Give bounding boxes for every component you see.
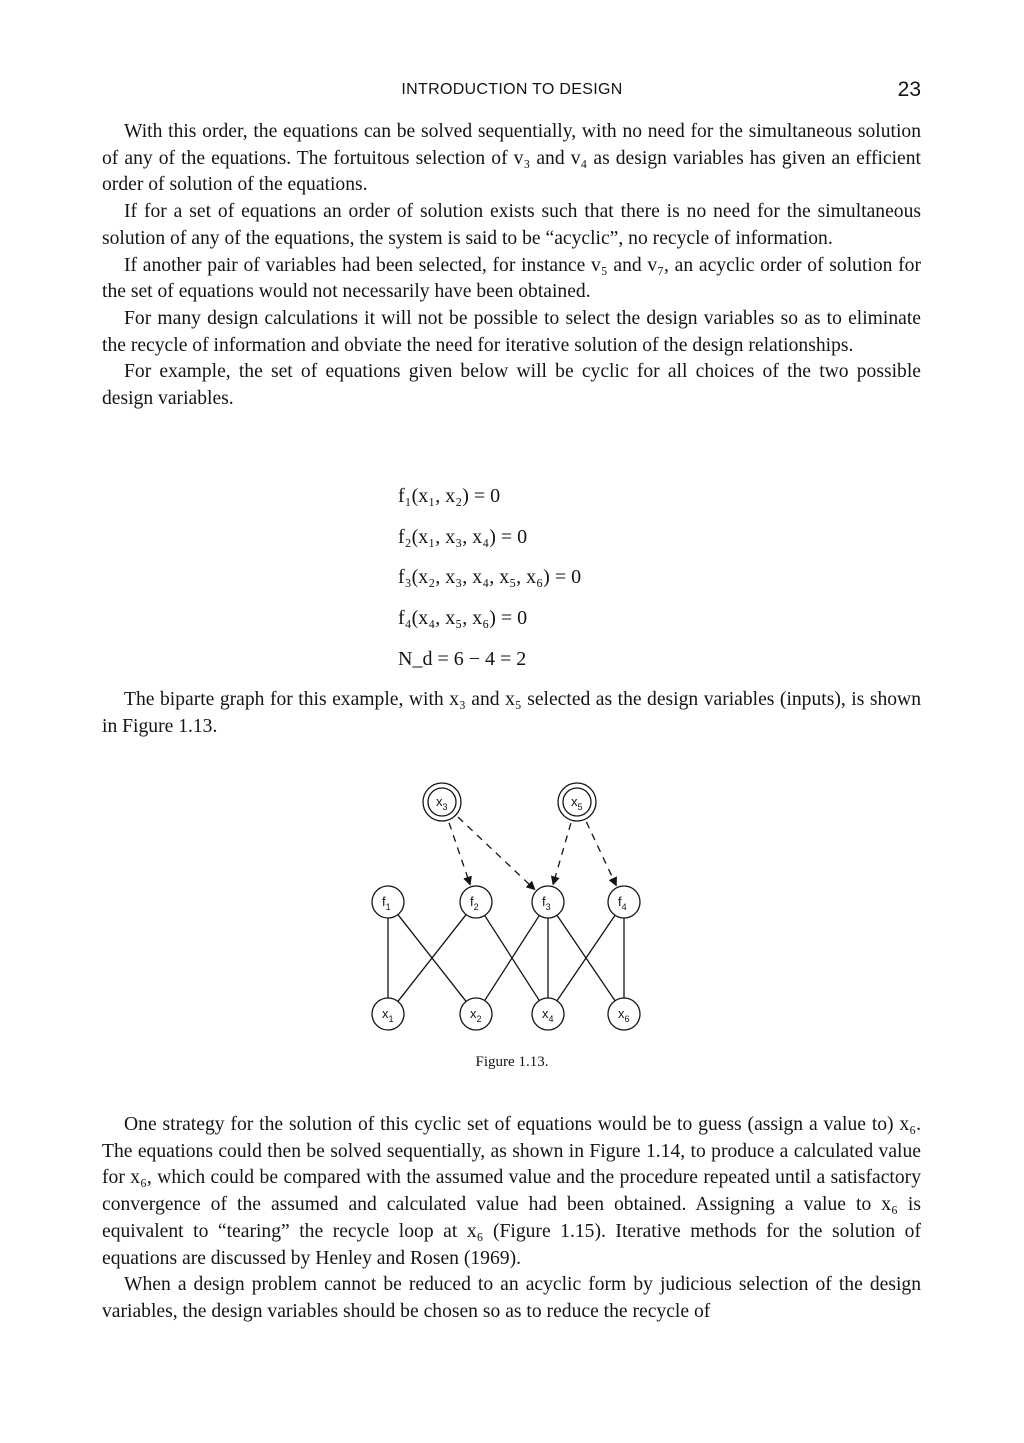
paragraph: If another pair of variables had been selected, for instance v₅ and v₇, an acyclic order of solution for the set of equations would not necessarily have been obtained. <box>102 254 921 303</box>
node-label: $x_3$ <box>436 794 448 812</box>
design-edge-x5-f3 <box>553 823 571 884</box>
equation-block <box>398 483 581 686</box>
design-edge-x3-f2 <box>449 823 470 884</box>
paragraph: With this order, the equations can be solved sequentially, with no need for the simultaneous solution of any of the equations. The fortuitous selection of v₃ and v₄ as design variables has given an efficient order of solution of the equations. <box>102 121 921 196</box>
graph-node-f2 <box>460 886 492 918</box>
running-title: INTRODUCTION TO DESIGN <box>401 81 623 98</box>
equation: f₁(x₁, x₂) = 0 <box>398 485 501 507</box>
paragraph: For many design calculations it will not be possible to select the design variables so as to eliminate the recycle of information and obviate the need for iterative solution of the design relationships. <box>102 307 921 356</box>
node-label: $x_4$ <box>542 1006 554 1024</box>
paragraph: One strategy for the solution of this cyclic set of equations would be to guess (assign a value to) x₆. The equations could then be solved sequentially, as shown in Figure 1.14, to produce a calculated value for x₆, which could be compared with the assumed value and the procedure repeated until a satisfactory convergence of the assumed and calculated value had been obtained. Assigning a value to x₆ is equivalent to “tearing” the recycle loop at x₆ (Figure 1.15). Iterative methods for the solution of equations are discussed by Henley and Rosen (1969). <box>102 1114 921 1269</box>
bipartite-graph-figure <box>360 777 660 1047</box>
node-label: $f_3$ <box>542 894 551 912</box>
equation: N_d = 6 − 4 = 2 <box>398 647 527 670</box>
graph-node-x4 <box>532 998 564 1030</box>
equation: f₃(x₂, x₃, x₄, x₅, x₆) = 0 <box>398 566 582 589</box>
graph-node-f3 <box>532 886 564 918</box>
paragraph: For example, the set of equations given below will be cyclic for all choices of the two possible design variables. <box>102 361 921 410</box>
node-label: $f_1$ <box>382 894 391 912</box>
node-label: $x_6$ <box>618 1006 630 1024</box>
body-text-top <box>102 119 921 413</box>
graph-node-f4 <box>608 886 640 918</box>
design-edge-x5-f4 <box>586 822 616 885</box>
graph-node-f1 <box>372 886 404 918</box>
paragraph: If for a set of equations an order of solution exists such that there is no need for the simultaneous solution of any of the equations, the system is said to be “acyclic”, no recycle of information. <box>102 201 921 249</box>
node-label: $x_1$ <box>382 1006 394 1024</box>
node-label: $x_5$ <box>571 794 583 812</box>
equation: f₂(x₁, x₃, x₄) = 0 <box>398 525 528 548</box>
graph-node-x1 <box>372 998 404 1030</box>
paragraph: The biparte graph for this example, with x₃ and x₅ selected as the design variables (inputs), is shown in Figure 1.13. <box>102 689 921 737</box>
node-label: $x_2$ <box>470 1006 482 1024</box>
graph-node-x6 <box>608 998 640 1030</box>
graph-node-x2 <box>460 998 492 1030</box>
node-label: $f_2$ <box>470 894 479 912</box>
running-head <box>0 78 1024 104</box>
body-text-bottom <box>102 1112 921 1326</box>
body-text-mid <box>102 687 921 740</box>
bipartite-graph <box>360 777 660 1047</box>
design-edge-x3-f3 <box>458 817 534 889</box>
node-label: $f_4$ <box>618 894 627 912</box>
figure-caption: Figure 1.13. <box>475 1054 549 1070</box>
graph-node-x3 <box>423 783 461 821</box>
page-number: 23 <box>897 78 921 101</box>
equation: f₄(x₄, x₅, x₆) = 0 <box>398 607 528 630</box>
paragraph: When a design problem cannot be reduced to an acyclic form by judicious selection of the design variables, the design variables should be chosen so as to reduce the recycle of <box>102 1274 921 1322</box>
graph-node-x5 <box>558 783 596 821</box>
